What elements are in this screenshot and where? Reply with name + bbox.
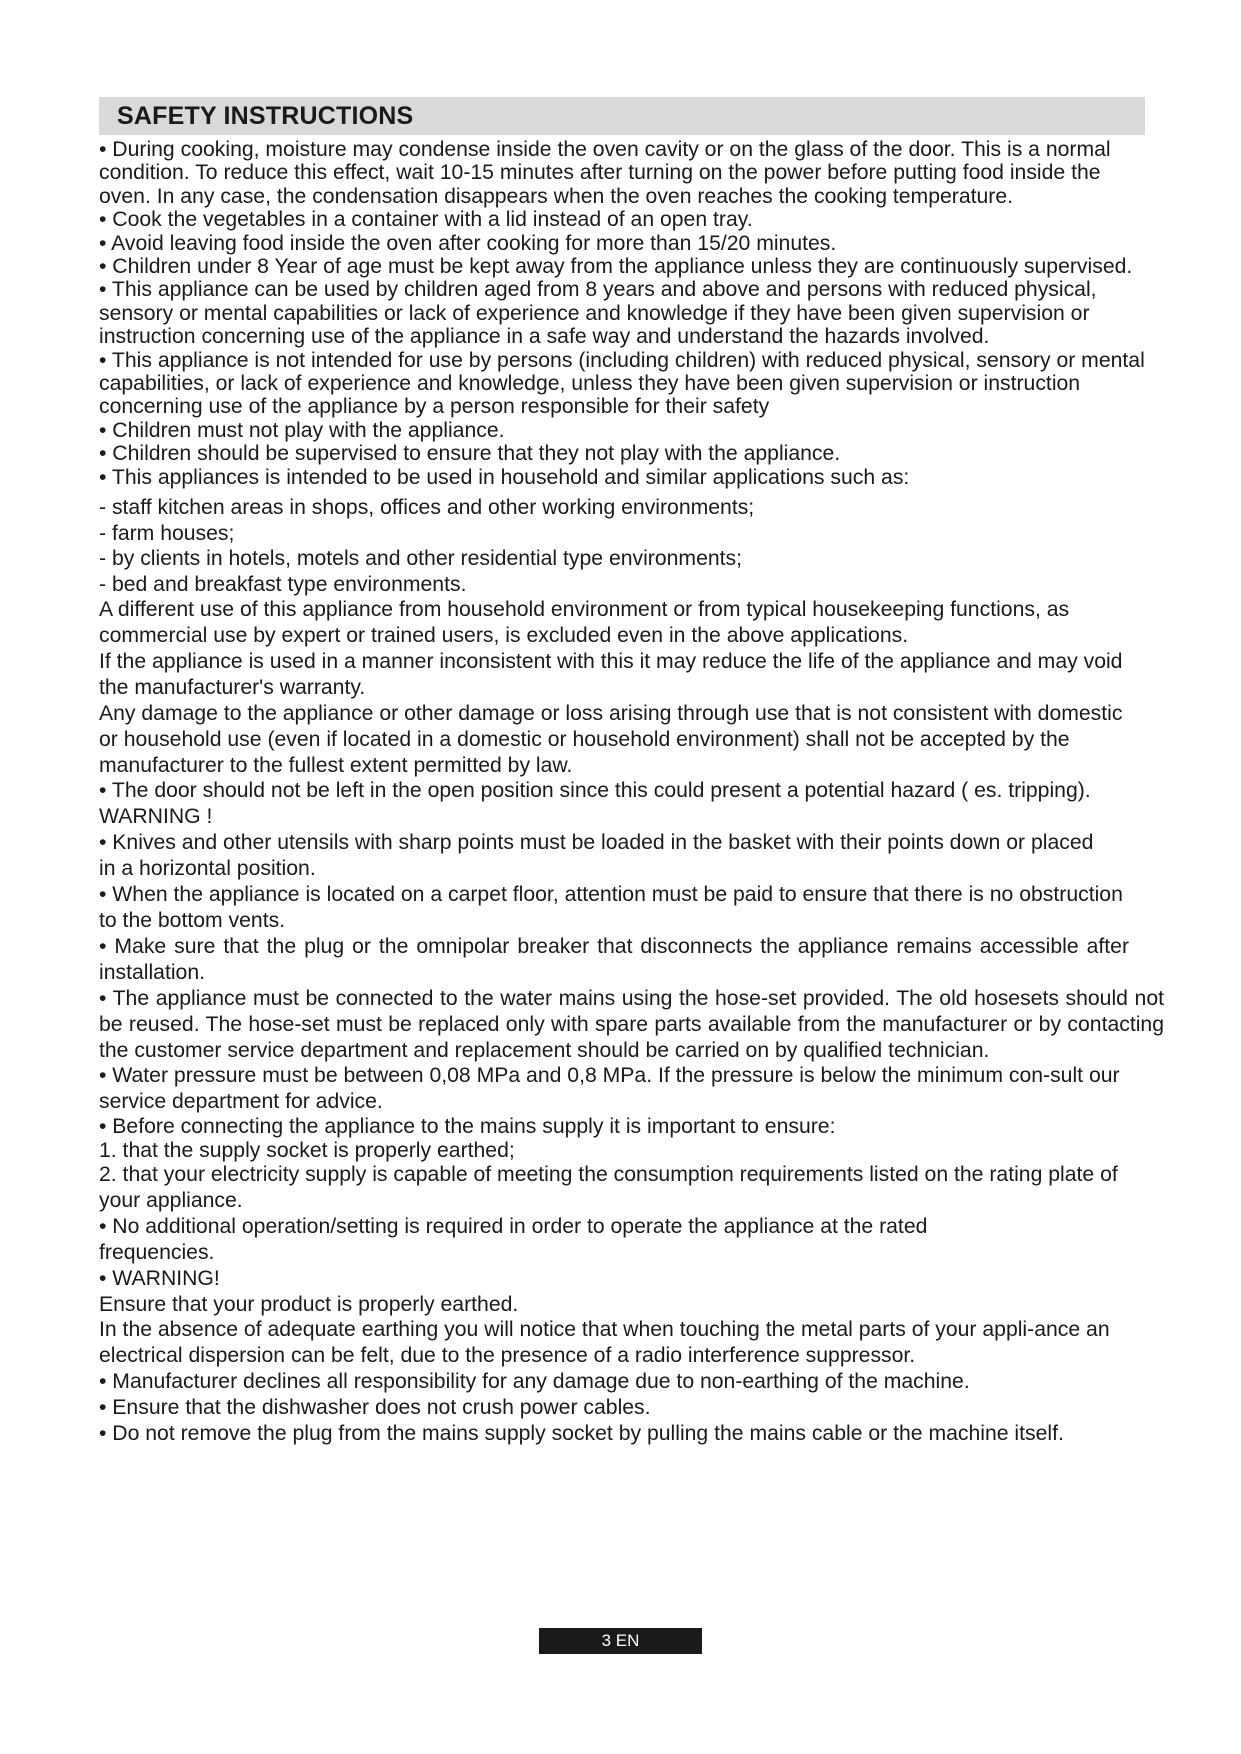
paragraph-damage-liability: Any damage to the appliance or other damage or loss arising through use that is not consistent with domestic or household use (even if located in a domestic or household environment) shall not be accepted by the manufacturer to the fullest extent permitted by law. [99, 701, 1123, 777]
paragraph-household-use: • This appliances is intended to be used in household and similar applications such as: [99, 465, 910, 489]
paragraph-remove-plug: • Do not remove the plug from the mains supply socket by pulling the mains cable or the machine itself. [99, 1422, 1064, 1446]
warning-label: WARNING ! [99, 805, 213, 829]
list-item-earthed-socket: 1. that the supply socket is properly earthed; [99, 1138, 515, 1162]
paragraph-inconsistent-use: If the appliance is used in a manner inconsistent with this it may reduce the life of the appliance and may void the manufacturer's warranty. [99, 649, 1123, 699]
page-title: SAFETY INSTRUCTIONS [117, 102, 414, 130]
paragraph-manufacturer-declines: • Manufacturer declines all responsibility for any damage due to non-earthing of the machine. [99, 1370, 970, 1394]
paragraph-properly-earthed: Ensure that your product is properly earthed. [99, 1292, 519, 1316]
list-item-bed-breakfast: - bed and breakfast type environments. [99, 572, 467, 596]
paragraph-children-under-8: • Children under 8 Year of age must be kept away from the appliance unless they are continuously supervised. [99, 255, 1133, 279]
paragraph-children-play: • Children must not play with the appliance. [99, 418, 505, 442]
warning-label-earthing: • WARNING! [99, 1266, 220, 1290]
paragraph-children-supervised: • Children should be supervised to ensure that they not play with the appliance. [99, 442, 841, 466]
paragraph-condensation: • During cooking, moisture may condense inside the oven cavity or on the glass of the door. This is a normal condition. To reduce this effect, wait 10-15 minutes after turning on the power before putting food inside the oven. In any case, the condensation disappears when the oven reaches the cooking temperature. [99, 138, 1111, 208]
list-item-hotels: - by clients in hotels, motels and other residential type environments; [99, 547, 743, 571]
paragraph-water-pressure: • Water pressure must be between 0,08 MPa and 0,8 MPa. If the pressure is below the minimum con-sult our service department for advice. [99, 1064, 1120, 1114]
list-item-farm-houses: - farm houses; [99, 521, 235, 545]
paragraph-door-open: • The door should not be left in the open position since this could present a potential hazard ( es. tripping). [99, 779, 1091, 803]
paragraph-no-additional-setting: • No additional operation/setting is required in order to operate the appliance at the rated frequencies. [99, 1214, 928, 1264]
paragraph-earthing-absence: In the absence of adequate earthing you will notice that when touching the metal parts of your appli-ance an electrical dispersion can be felt, due to the presence of a radio interference suppressor. [99, 1318, 1110, 1368]
paragraph-knives: • Knives and other utensils with sharp points must be loaded in the basket with their points down or placed in a horizontal position. [99, 831, 1094, 881]
paragraph-plug-accessible: • Make sure that the plug or the omnipolar breaker that disconnects the appliance remains accessible after installation. [99, 934, 1129, 984]
paragraph-leaving-food: • Avoid leaving food inside the oven after cooking for more than 15/20 minutes. [99, 231, 837, 255]
paragraph-not-intended: • This appliance is not intended for use by persons (including children) with reduced physical, sensory or mental capabilities, or lack of experience and knowledge, unless they have been given supervision or instruction concerning use of the appliance by a person responsible for their safety [99, 348, 1145, 419]
page-number-badge: 3 EN [539, 1628, 702, 1654]
paragraph-vegetables: • Cook the vegetables in a container with a lid instead of an open tray. [99, 208, 753, 232]
list-item-staff-kitchen: - staff kitchen areas in shops, offices and other working environments; [99, 496, 755, 520]
instructions-body [99, 138, 1169, 1447]
paragraph-different-use: A different use of this appliance from household environment or from typical housekeeping functions, as commercial use by expert or trained users, is excluded even in the above applications. [99, 598, 1070, 647]
paragraph-hose-set: • The appliance must be connected to the water mains using the hose-set provided. The old hosesets should not be reused. The hose-set must be replaced only with spare parts available from the manufacturer or by contacting the customer service department and replacement should be carried on by qualified technician. [99, 986, 1164, 1062]
paragraph-before-connecting: • Before connecting the appliance to the mains supply it is important to ensure: [99, 1115, 836, 1139]
list-item-electricity-supply: 2. that your electricity supply is capable of meeting the consumption requirements listed on the rating plate of your appliance. [99, 1163, 1118, 1212]
paragraph-power-cables: • Ensure that the dishwasher does not crush power cables. [99, 1396, 651, 1420]
section-header [99, 97, 1145, 135]
paragraph-children-aged-8: • This appliance can be used by children aged from 8 years and above and persons with reduced physical, sensory or mental capabilities or lack of experience and knowledge if they have been given supervision or instruction concerning use of the appliance in a safe way and understand the hazards involved. [99, 278, 1097, 349]
paragraph-carpet-floor: • When the appliance is located on a carpet floor, attention must be paid to ensure that there is no obstruction to the bottom vents. [99, 883, 1123, 932]
